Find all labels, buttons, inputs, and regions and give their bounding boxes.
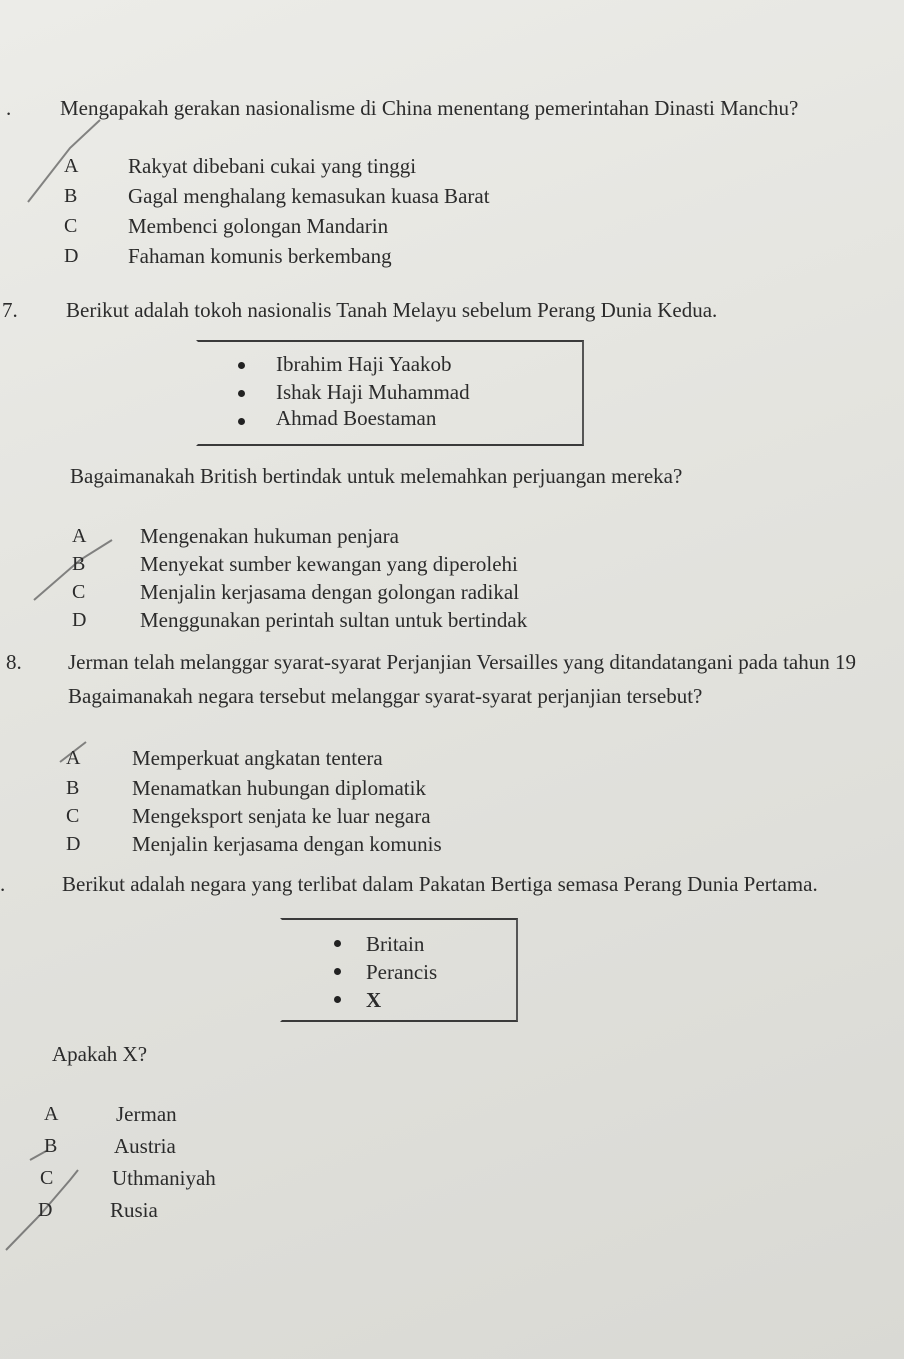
question-text: Berikut adalah tokoh nasionalis Tanah Melayu sebelum Perang Dunia Kedua. (66, 298, 718, 322)
question-text: Jerman telah melanggar syarat-syarat Perjanjian Versailles yang ditandatangani pada tahun 19 (68, 650, 856, 674)
option-text-a: Mengenakan hukuman penjara (140, 524, 399, 548)
bullet-icon (238, 390, 245, 397)
option-text-d: Menggunakan perintah sultan untuk bertindak (140, 608, 528, 632)
option-letter-d: D (66, 833, 81, 855)
option-text-c: Membenci golongan Mandarin (128, 214, 389, 238)
question-text: Berikut adalah negara yang terlibat dalam Pakatan Bertiga semasa Perang Dunia Pertama. (62, 872, 818, 896)
option-text-b: Menamatkan hubungan diplomatik (132, 776, 426, 800)
bullet-icon (334, 968, 341, 975)
option-text-b: Austria (114, 1134, 176, 1158)
bullet-icon (238, 418, 245, 425)
option-letter-c: C (72, 581, 86, 603)
question-number: 8. (6, 650, 22, 674)
option-text-c: Menjalin kerjasama dengan golongan radikal (140, 580, 520, 604)
bullet-icon (238, 362, 245, 369)
sub-question-text: Bagaimanakah British bertindak untuk melemahkan perjuangan mereka? (70, 464, 683, 488)
box-item: Ahmad Boestaman (276, 406, 437, 430)
question-number: . (6, 96, 12, 120)
sub-question-text: Bagaimanakah negara tersebut melanggar syarat-syarat perjanjian tersebut? (68, 684, 703, 708)
box-item: Ibrahim Haji Yaakob (276, 352, 452, 376)
info-box (196, 340, 584, 446)
option-text-c: Uthmaniyah (112, 1166, 216, 1190)
box-item: Ishak Haji Muhammad (276, 380, 470, 404)
question-number: . (0, 872, 6, 896)
bullet-icon (334, 996, 341, 1003)
option-text-d: Menjalin kerjasama dengan komunis (132, 832, 442, 856)
option-letter-a: A (44, 1103, 59, 1125)
box-item: Perancis (366, 960, 438, 984)
option-letter-a: A (72, 525, 87, 547)
info-box (280, 918, 518, 1022)
sub-question-text: Apakah X? (52, 1042, 148, 1066)
option-letter-d: D (64, 245, 79, 267)
option-letter-d: D (72, 609, 87, 631)
bullet-icon (334, 940, 341, 947)
option-letter-b: B (66, 777, 80, 799)
question-text: Mengapakah gerakan nasionalisme di China menentang pemerintahan Dinasti Manchu? (60, 96, 799, 120)
option-text-c: Mengeksport senjata ke luar negara (132, 804, 431, 828)
box-item: X (366, 988, 382, 1012)
option-text-d: Rusia (110, 1198, 158, 1222)
option-letter-b: B (44, 1135, 58, 1157)
option-letter-a: A (64, 155, 79, 177)
question-number: 7. (2, 298, 18, 322)
option-text-b: Menyekat sumber kewangan yang diperolehi (140, 552, 518, 576)
box-item: Britain (366, 932, 425, 956)
option-letter-c: C (64, 215, 78, 237)
option-text-b: Gagal menghalang kemasukan kuasa Barat (128, 184, 490, 208)
option-letter-c: C (40, 1167, 54, 1189)
option-text-a: Rakyat dibebani cukai yang tinggi (128, 154, 417, 178)
option-text-a: Jerman (116, 1102, 177, 1126)
option-text-a: Memperkuat angkatan tentera (132, 746, 383, 770)
option-letter-b: B (64, 185, 78, 207)
option-letter-d: D (38, 1199, 53, 1221)
option-letter-c: C (66, 805, 80, 827)
option-text-d: Fahaman komunis berkembang (128, 244, 392, 268)
option-letter-b: B (72, 553, 86, 575)
option-letter-a: A (66, 747, 81, 769)
